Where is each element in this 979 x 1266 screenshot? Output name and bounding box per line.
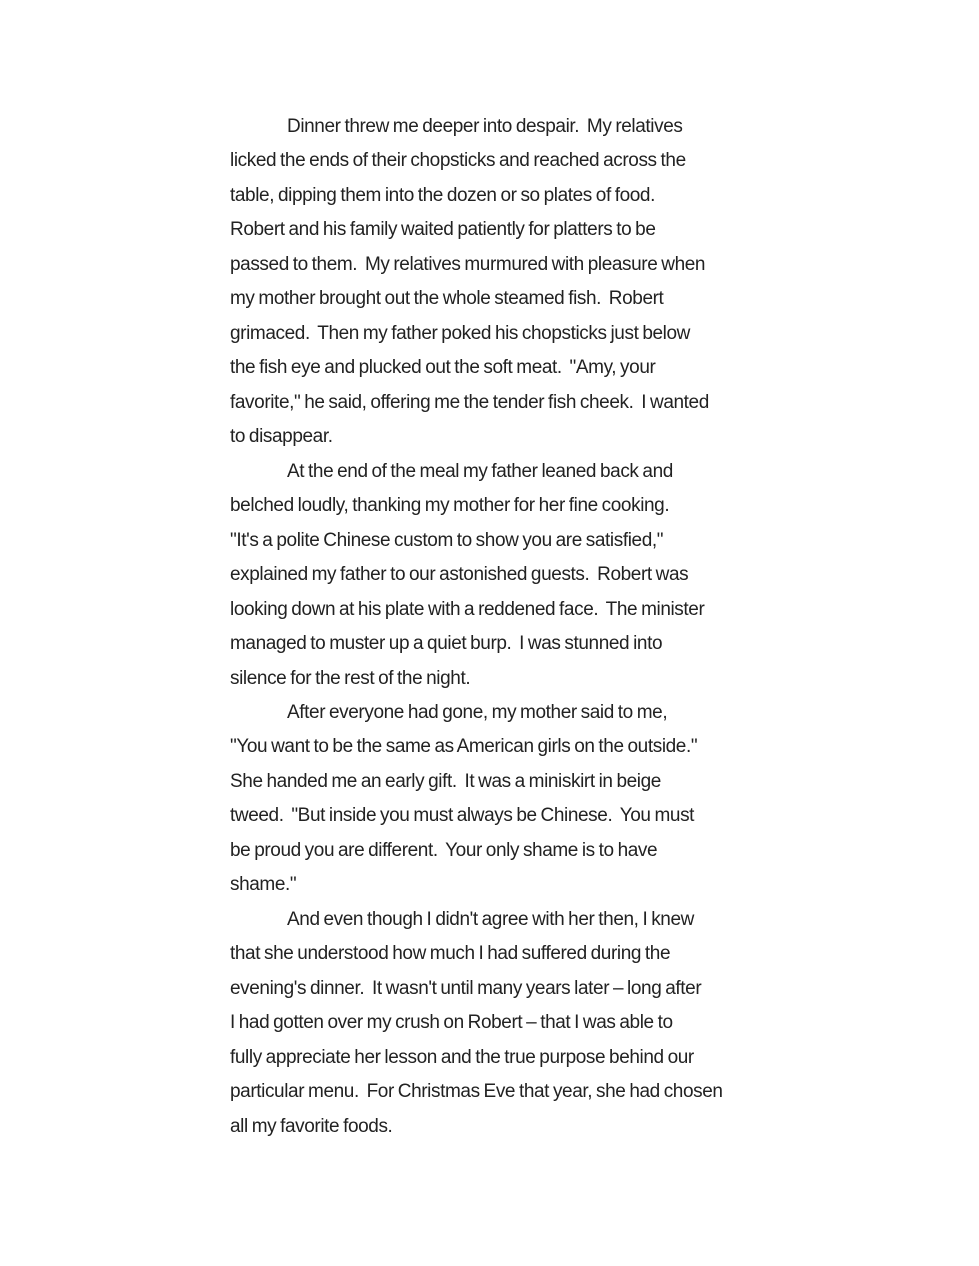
text-line: that she understood how much I had suffered during the: [230, 943, 671, 965]
text-line: be proud you are different. Your only shame is to have: [230, 839, 658, 861]
text-line: evening's dinner. It wasn't until many years later – long after: [230, 977, 702, 999]
text-line: Dinner threw me deeper into despair. My relatives: [287, 116, 683, 137]
text-line: Robert and his family waited patiently for platters to be: [230, 219, 656, 241]
paragraph: [230, 455, 790, 696]
paragraph: [230, 110, 790, 455]
text-line: managed to muster up a quiet burp. I was stunned into: [230, 633, 663, 655]
text-line: She handed me an early gift. It was a miniskirt in beige: [230, 770, 661, 792]
paragraph: [230, 696, 790, 903]
text-line: shame.": [230, 874, 297, 896]
text-block: [230, 110, 790, 1144]
text-line: fully appreciate her lesson and the true purpose behind our: [230, 1046, 694, 1068]
text-line: licked the ends of their chopsticks and reached across the: [230, 150, 686, 172]
text-line: particular menu. For Christmas Eve that year, she had chosen: [230, 1081, 723, 1103]
text-line: tweed. "But inside you must always be Chinese. You must: [230, 805, 695, 827]
text-line: table, dipping them into the dozen or so plates of food.: [230, 184, 655, 206]
text-line: all my favorite foods.: [230, 1115, 393, 1137]
text-line: the fish eye and plucked out the soft meat. "Amy, your: [230, 357, 656, 379]
text-line: "You want to be the same as American girls on the outside.": [230, 736, 698, 758]
paragraph: [230, 903, 790, 1144]
text-line: After everyone had gone, my mother said to me,: [287, 701, 668, 723]
text-line: And even though I didn't agree with her then, I knew: [287, 908, 694, 930]
text-line: At the end of the meal my father leaned back and: [287, 460, 673, 482]
text-line: favorite," he said, offering me the tender fish cheek. I wanted: [230, 391, 709, 413]
text-line: looking down at his plate with a reddened face. The minister: [230, 598, 705, 620]
text-line: my mother brought out the whole steamed fish. Robert: [230, 288, 664, 310]
text-line: passed to them. My relatives murmured with pleasure when: [230, 253, 706, 275]
text-line: grimaced. Then my father poked his chopsticks just below: [230, 322, 690, 344]
text-line: explained my father to our astonished guests. Robert was: [230, 564, 689, 586]
text-line: belched loudly, thanking my mother for her fine cooking.: [230, 495, 670, 517]
text-line: I had gotten over my crush on Robert – that I was able to: [230, 1012, 673, 1034]
text-line: silence for the rest of the night.: [230, 667, 471, 689]
text-line: to disappear.: [230, 426, 333, 448]
text-line: "It's a polite Chinese custom to show you are satisfied,": [230, 529, 664, 551]
